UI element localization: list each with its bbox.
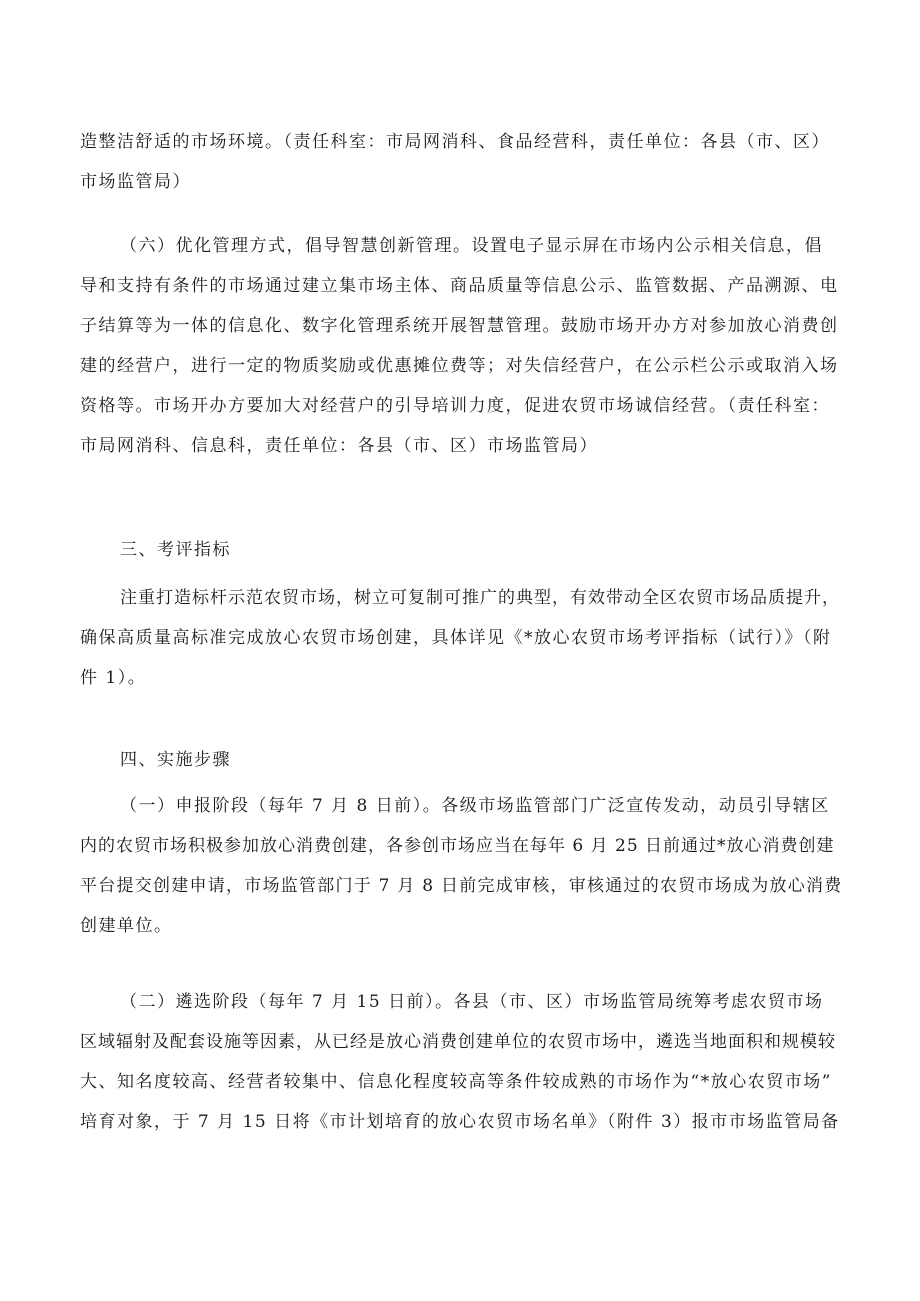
- text-line: 市场监管局）: [80, 172, 191, 192]
- section-heading-steps: 四、实施步骤: [120, 750, 231, 770]
- text-line: 造整洁舒适的市场环境。（责任科室：市局网消科、食品经营科，责任单位：各县（市、区）: [80, 132, 830, 152]
- section-heading-evaluation: 三、考评指标: [120, 540, 231, 560]
- text-line: 创建单位。: [80, 916, 173, 936]
- text-line: 建的经营户，进行一定的物质奖励或优惠摊位费等；对失信经营户，在公示栏公示或取消入场: [80, 356, 839, 376]
- text-line: 培育对象，于 7 月 15 日将《市计划培育的放心农贸市场名单》（附件 3）报市市场监管局备: [80, 1112, 840, 1132]
- text-line: 子结算等为一体的信息化、数字化管理系统开展智慧管理。鼓励市场开办方对参加放心消费创: [80, 316, 839, 336]
- text-line: 件 1）。: [80, 668, 147, 688]
- paragraph-selection-stage: [80, 982, 844, 1142]
- text-line: （二）遴选阶段（每年 7 月 15 日前）。各县（市、区）市场监管局统筹考虑农贸市场: [120, 992, 824, 1012]
- text-line: 平台提交创建申请，市场监管部门于 7 月 8 日前完成审核，审核通过的农贸市场成为放心消费: [80, 876, 843, 896]
- paragraph-market-environment: [80, 122, 844, 202]
- text-line: 注重打造标杆示范农贸市场，树立可复制可推广的典型，有效带动全区农贸市场品质提升，: [120, 588, 840, 608]
- text-line: 市局网消科、信息科，责任单位：各县（市、区）市场监管局）: [80, 436, 598, 456]
- text-line: 确保高质量高标准完成放心农贸市场创建，具体详见《*放心农贸市场考评指标（试行）》（附: [80, 628, 832, 648]
- text-line: 导和支持有条件的市场通过建立集市场主体、商品质量等信息公示、监管数据、产品溯源、电: [80, 276, 839, 296]
- paragraph-evaluation-criteria: [80, 578, 844, 698]
- text-line: 内的农贸市场积极参加放心消费创建，各参创市场应当在每年 6 月 25 日前通过*放心消费创建: [80, 836, 835, 856]
- text-line: 资格等。市场开办方要加大对经营户的引导培训力度，促进农贸市场诚信经营。（责任科室：: [80, 396, 830, 416]
- text-line: （六）优化管理方式，倡导智慧创新管理。设置电子显示屏在市场内公示相关信息，倡: [120, 236, 823, 256]
- paragraph-smart-management: [80, 226, 844, 466]
- text-line: 大、知名度较高、经营者较集中、信息化程度较高等条件较成熟的市场作为“*放心农贸市场”: [80, 1072, 832, 1092]
- text-line: （一）申报阶段（每年 7 月 8 日前）。各级市场监管部门广泛宣传发动，动员引导辖区: [120, 796, 830, 816]
- text-line: 区域辐射及配套设施等因素，从已经是放心消费创建单位的农贸市场中，遴选当地面积和规模较: [80, 1032, 836, 1052]
- paragraph-application-stage: [80, 786, 844, 946]
